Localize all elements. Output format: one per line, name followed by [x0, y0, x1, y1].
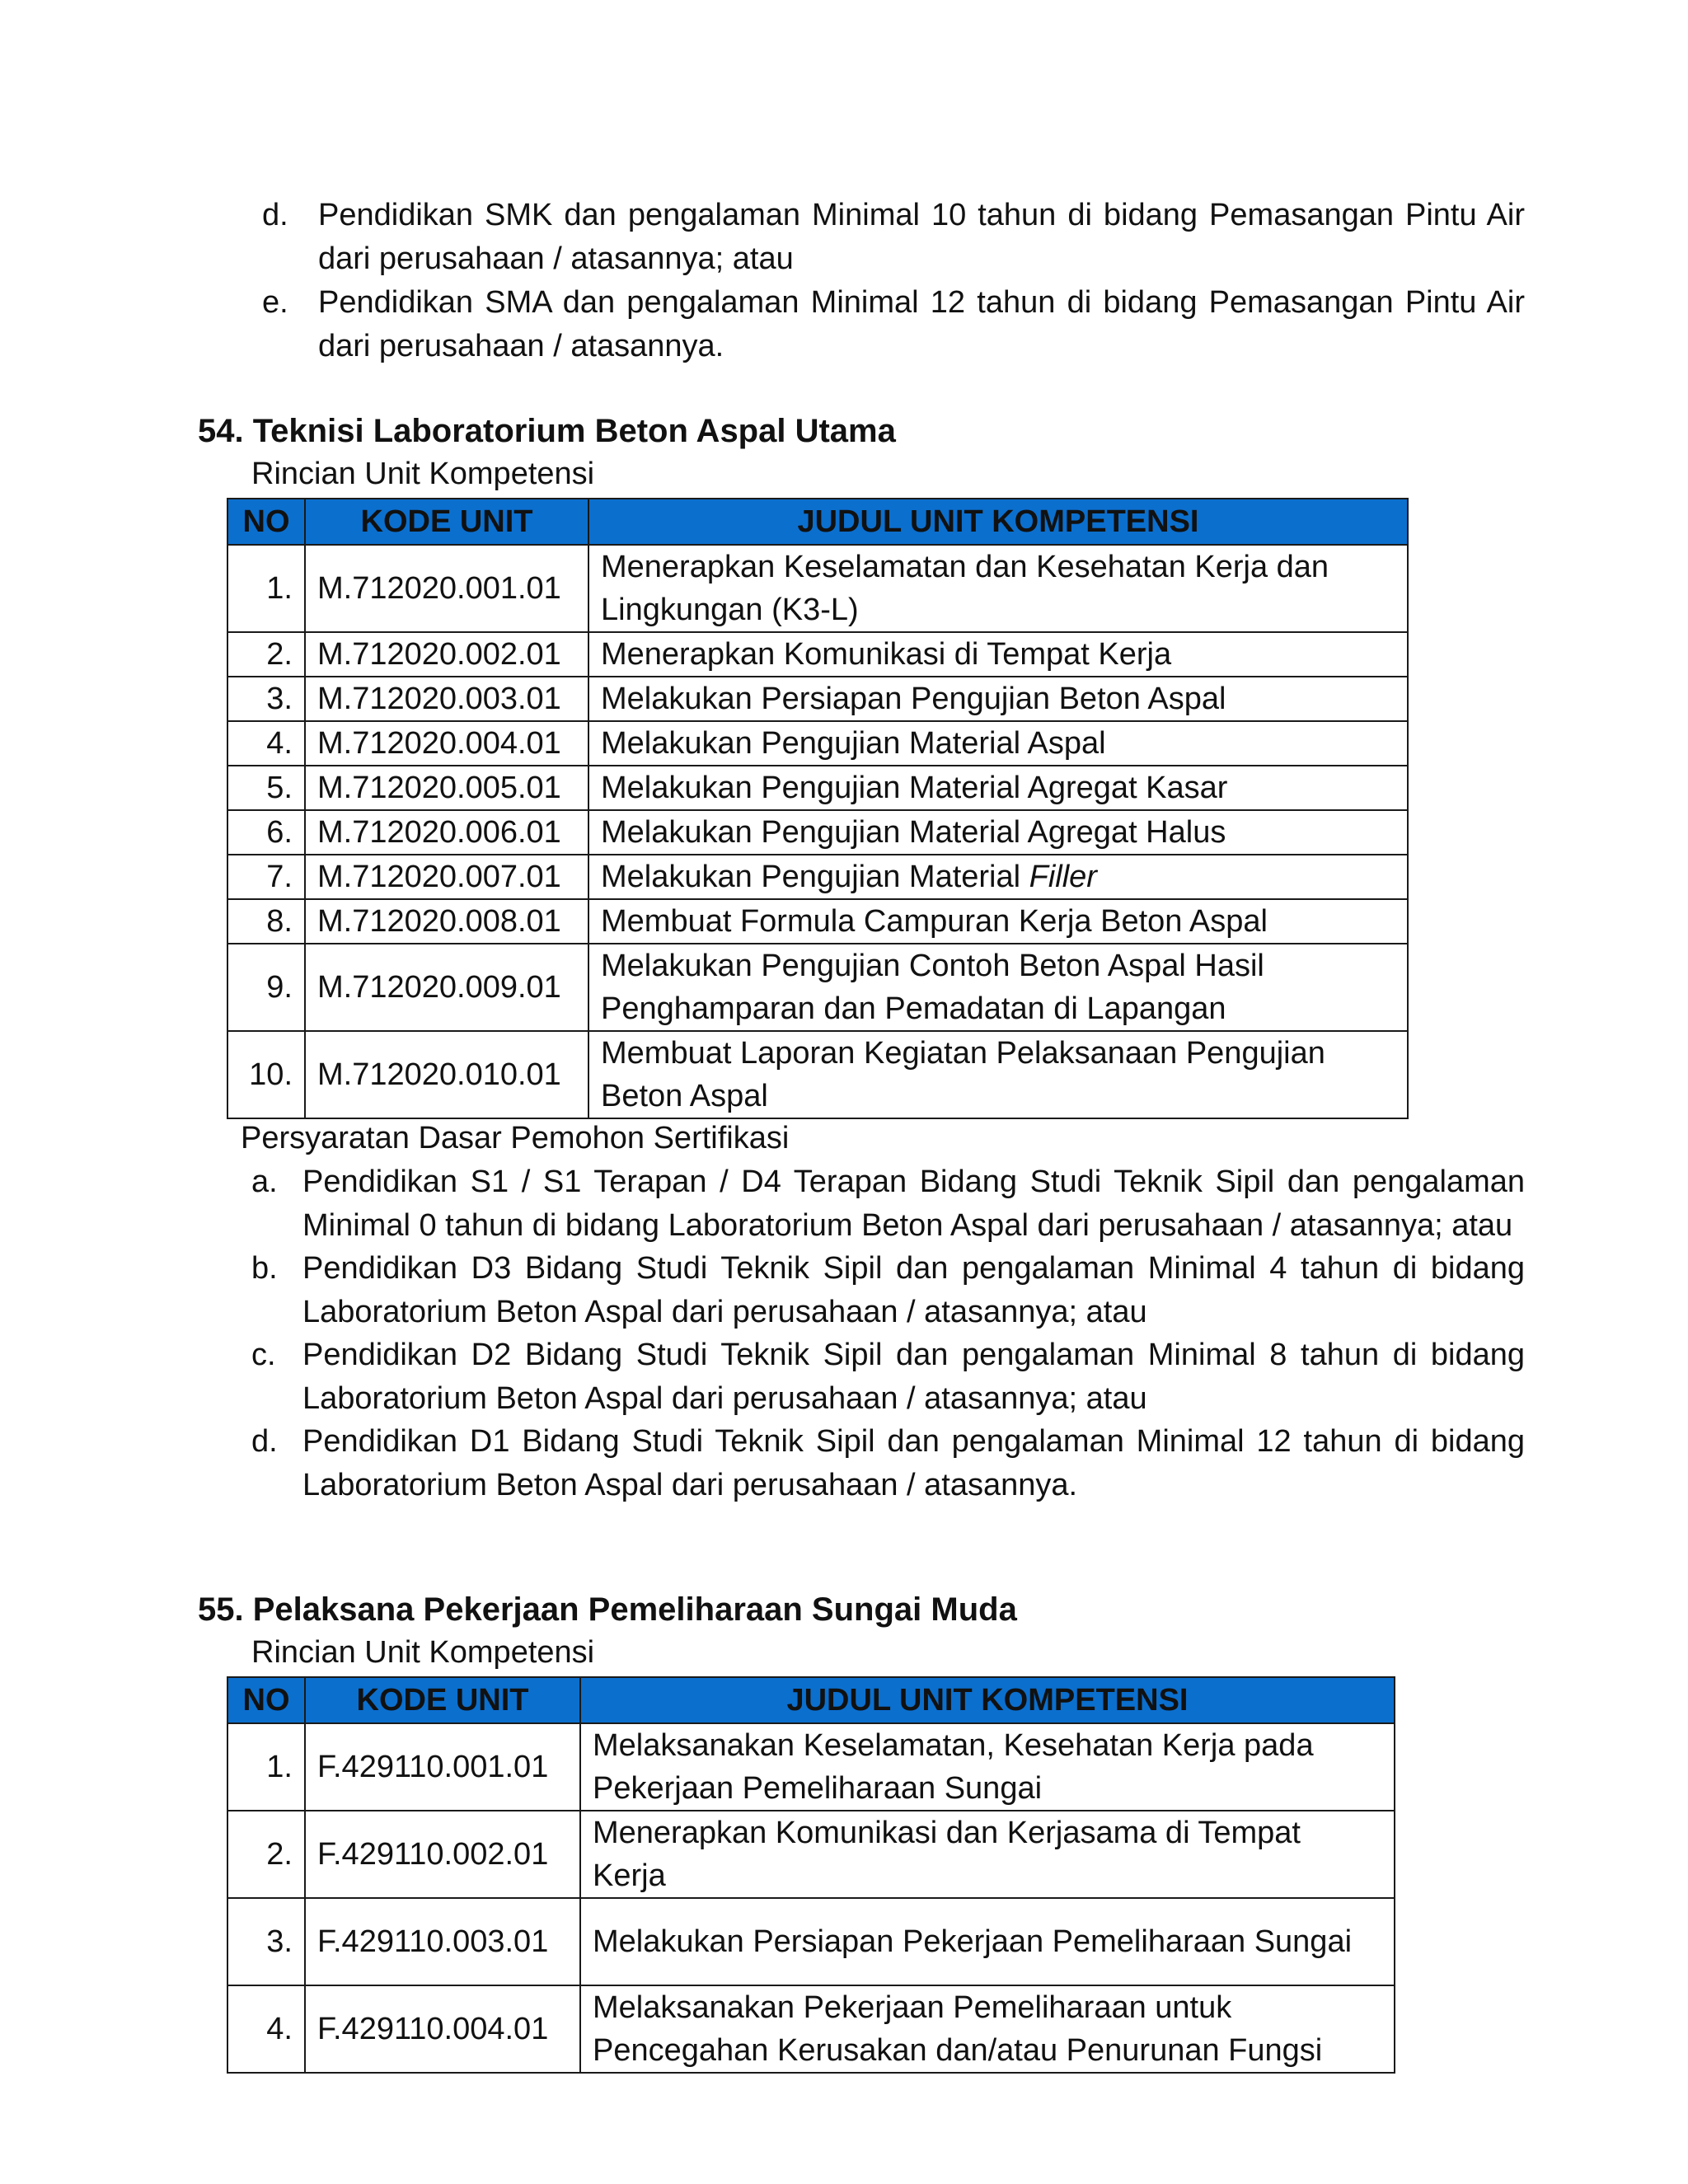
requirements-title: Persyaratan Dasar Pemohon Sertifikasi [241, 1121, 790, 1155]
row-judul: Melakukan Pengujian Material Aspal [588, 721, 1408, 766]
row-judul: Membuat Laporan Kegiatan Pelaksanaan Pengujian Beton Aspal [588, 1031, 1408, 1118]
list-marker: d. [262, 198, 288, 232]
row-no: 3. [227, 1898, 305, 1985]
list-item [251, 1247, 1525, 1333]
row-judul: Menerapkan Keselamatan dan Kesehatan Kerja dan Lingkungan (K3-L) [588, 545, 1408, 632]
row-no: 1. [227, 545, 305, 632]
row-kode: M.712020.002.01 [305, 632, 588, 677]
list-marker: a. [251, 1165, 278, 1199]
table-row [227, 545, 1408, 632]
row-no: 8. [227, 899, 305, 944]
judul-text: Melakukan Pengujian Material [601, 860, 1029, 894]
list-item [251, 1160, 1525, 1247]
row-kode: M.712020.008.01 [305, 899, 588, 944]
table-row [227, 944, 1408, 1031]
table-header-row [227, 1677, 1395, 1723]
row-judul [588, 855, 1408, 899]
judul-italic-text: Filler [1029, 860, 1097, 894]
header-kode-unit: KODE UNIT [305, 499, 588, 545]
row-no: 5. [227, 766, 305, 810]
table-row [227, 1031, 1408, 1118]
row-judul: Melaksanakan Keselamatan, Kesehatan Kerja pada Pekerjaan Pemeliharaan Sungai [580, 1723, 1395, 1811]
list-marker: d. [251, 1424, 278, 1459]
table-row [227, 899, 1408, 944]
row-judul: Melakukan Pengujian Material Agregat Kasar [588, 766, 1408, 810]
table-row [227, 1811, 1395, 1898]
row-kode: M.712020.004.01 [305, 721, 588, 766]
section-54-title: 54. Teknisi Laboratorium Beton Aspal Utama [198, 413, 896, 449]
table-row [227, 1898, 1395, 1985]
row-no: 3. [227, 677, 305, 721]
table-row [227, 721, 1408, 766]
list-item-text: Pendidikan SMA dan pengalaman Minimal 12 tahun di bidang Pemasangan Pintu Air dari perusahaan / atasannya. [318, 285, 1525, 363]
table-row [227, 1723, 1395, 1811]
table-row [227, 766, 1408, 810]
row-no: 2. [227, 632, 305, 677]
table-row [227, 677, 1408, 721]
previous-requirements-list [262, 194, 1525, 368]
header-no: NO [227, 1677, 305, 1723]
row-judul: Melakukan Persiapan Pengujian Beton Aspal [588, 677, 1408, 721]
table-row [227, 632, 1408, 677]
row-kode: F.429110.002.01 [305, 1811, 580, 1898]
section-55-subtitle: Rincian Unit Kompetensi [251, 1635, 595, 1670]
list-item [262, 281, 1525, 368]
row-judul: Menerapkan Komunikasi dan Kerjasama di Tempat Kerja [580, 1811, 1395, 1898]
list-marker: c. [251, 1338, 276, 1372]
row-kode: F.429110.001.01 [305, 1723, 580, 1811]
header-judul-unit: JUDUL UNIT KOMPETENSI [588, 499, 1408, 545]
section-54-subtitle: Rincian Unit Kompetensi [251, 457, 595, 491]
requirements-list [251, 1160, 1525, 1507]
list-item [262, 194, 1525, 281]
header-judul-unit: JUDUL UNIT KOMPETENSI [580, 1677, 1395, 1723]
row-kode: M.712020.010.01 [305, 1031, 588, 1118]
table-row [227, 1985, 1395, 2073]
row-kode: M.712020.005.01 [305, 766, 588, 810]
section-55-title: 55. Pelaksana Pekerjaan Pemeliharaan Sungai Muda [198, 1591, 1017, 1628]
row-no: 2. [227, 1811, 305, 1898]
list-item-text: Pendidikan S1 / S1 Terapan / D4 Terapan Bidang Studi Teknik Sipil dan pengalaman Minimal 0 tahun di bidang Laboratorium Beton Aspal dari perusahaan / atasannya; atau [302, 1165, 1525, 1243]
row-no: 9. [227, 944, 305, 1031]
row-judul: Membuat Formula Campuran Kerja Beton Aspal [588, 899, 1408, 944]
row-no: 7. [227, 855, 305, 899]
section-55-table [227, 1676, 1395, 2074]
row-judul: Melaksanakan Pekerjaan Pemeliharaan untuk Pencegahan Kerusakan dan/atau Penurunan Fungsi [580, 1985, 1395, 2073]
list-marker: e. [262, 285, 288, 320]
row-kode: M.712020.007.01 [305, 855, 588, 899]
row-no: 4. [227, 721, 305, 766]
row-judul: Melakukan Pengujian Material Agregat Halus [588, 810, 1408, 855]
row-kode: M.712020.003.01 [305, 677, 588, 721]
row-no: 10. [227, 1031, 305, 1118]
row-no: 6. [227, 810, 305, 855]
table-header-row [227, 499, 1408, 545]
list-item-text: Pendidikan D2 Bidang Studi Teknik Sipil dan pengalaman Minimal 8 tahun di bidang Laboratorium Beton Aspal dari perusahaan / atasannya; atau [302, 1338, 1525, 1416]
row-kode: M.712020.009.01 [305, 944, 588, 1031]
header-no: NO [227, 499, 305, 545]
row-no: 4. [227, 1985, 305, 2073]
list-item-text: Pendidikan D3 Bidang Studi Teknik Sipil dan pengalaman Minimal 4 tahun di bidang Laboratorium Beton Aspal dari perusahaan / atasannya; atau [302, 1251, 1525, 1329]
row-judul: Menerapkan Komunikasi di Tempat Kerja [588, 632, 1408, 677]
list-item-text: Pendidikan SMK dan pengalaman Minimal 10 tahun di bidang Pemasangan Pintu Air dari perusahaan / atasannya; atau [318, 198, 1525, 276]
table-row [227, 855, 1408, 899]
section-54-table [227, 498, 1409, 1119]
list-item-text: Pendidikan D1 Bidang Studi Teknik Sipil dan pengalaman Minimal 12 tahun di bidang Laboratorium Beton Aspal dari perusahaan / atasannya. [302, 1424, 1525, 1502]
list-item [251, 1333, 1525, 1420]
list-marker: b. [251, 1251, 278, 1286]
row-kode: M.712020.006.01 [305, 810, 588, 855]
header-kode-unit: KODE UNIT [305, 1677, 580, 1723]
row-judul: Melakukan Pengujian Contoh Beton Aspal Hasil Penghamparan dan Pemadatan di Lapangan [588, 944, 1408, 1031]
row-kode: F.429110.003.01 [305, 1898, 580, 1985]
row-kode: M.712020.001.01 [305, 545, 588, 632]
list-item [251, 1420, 1525, 1507]
row-kode: F.429110.004.01 [305, 1985, 580, 2073]
table-row [227, 810, 1408, 855]
row-judul: Melakukan Persiapan Pekerjaan Pemeliharaan Sungai [580, 1898, 1395, 1985]
row-no: 1. [227, 1723, 305, 1811]
